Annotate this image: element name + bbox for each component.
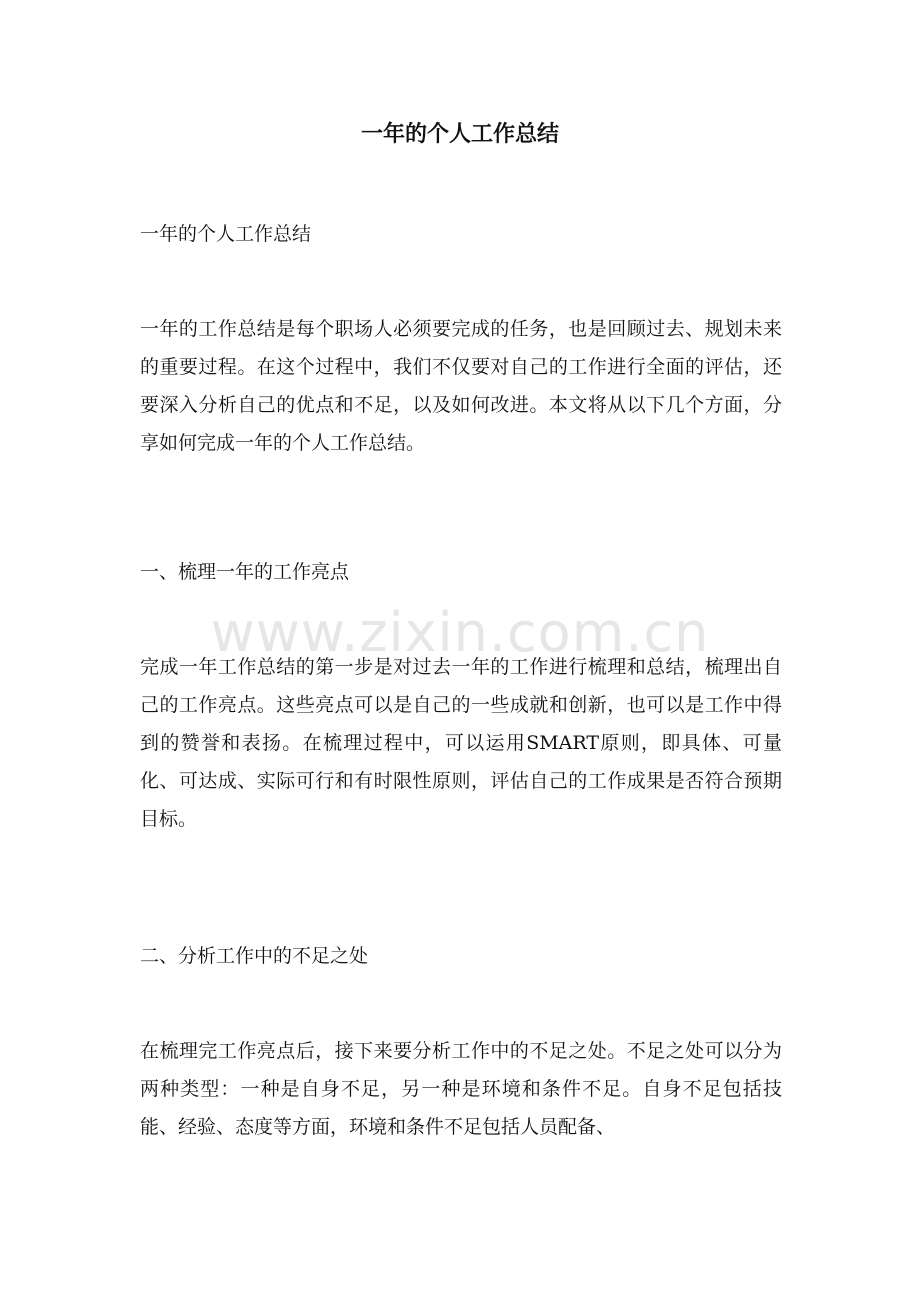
document-title: 一年的个人工作总结 [360, 122, 559, 147]
section-2-heading: 二、分析工作中的不足之处 [140, 945, 369, 967]
section-1-heading: 一、梳理一年的工作亮点 [140, 561, 350, 583]
intro-paragraph: 一年的工作总结是每个职场人必须要完成的任务，也是回顾过去、规划未来的重要过程。在这个过程中，我们不仅要对自己的工作进行全面的评估，还要深入分析自己的优点和不足，以及如何改进。本文将从以下几个方面，分享如何完成一年的个人工作总结。 [140, 318, 782, 454]
section-1-paragraph: 完成一年工作总结的第一步是对过去一年的工作进行梳理和总结，梳理出自己的工作亮点。这些亮点可以是自己的一些成就和创新，也可以是工作中得到的赞誉和表扬。在梳理过程中，可以运用SMART原则，即具体、可量化、可达成、实际可行和有时限性原则，评估自己的工作成果是否符合预期目标。 [140, 656, 782, 830]
document-subtitle: 一年的个人工作总结 [140, 223, 312, 245]
section-2-paragraph: 在梳理完工作亮点后，接下来要分析工作中的不足之处。不足之处可以分为两种类型：一种是自身不足，另一种是环境和条件不足。自身不足包括技能、经验、态度等方面，环境和条件不足包括人员配备、 [140, 1040, 782, 1138]
watermark-text: www.zixin.com.cn [210, 601, 710, 664]
